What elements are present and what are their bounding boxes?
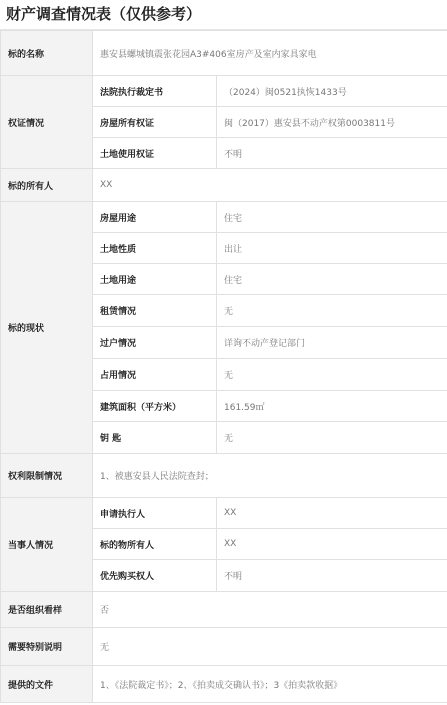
sub-label: 占用情况 [93,359,217,391]
row-label: 权利限制情况 [1,454,93,498]
table-row [1,498,447,529]
table-row [1,169,447,202]
sub-label: 房屋用途 [93,202,217,233]
sub-label: 法院执行裁定书 [93,76,217,107]
row-label: 标的名称 [1,31,93,76]
row-value: 无 [93,628,447,666]
sub-value: 无 [217,422,447,454]
property-survey-table [0,30,447,703]
row-value: XX [93,169,447,202]
table-row [1,454,447,498]
sub-label: 过户情况 [93,327,217,359]
sub-value: 出让 [217,233,447,264]
row-label: 权证情况 [1,76,93,169]
sub-label: 租赁情况 [93,295,217,327]
row-value: 惠安县螺城镇震张花园A3#406室房产及室内家具家电 [93,31,447,76]
sub-label: 申请执行人 [93,498,217,529]
sub-value: 无 [217,359,447,391]
sub-label: 建筑面积（平方米） [93,391,217,422]
sub-value: 详询不动产登记部门 [217,327,447,359]
row-value: 1、《法院裁定书》；2、《拍卖成交确认书》；3《拍卖款收据》 [93,666,447,703]
table-row [1,202,447,233]
table-row [1,31,447,76]
sub-label: 钥 匙 [93,422,217,454]
sub-value: （2024）闽0521执恢1433号 [217,76,447,107]
sub-value: 住宅 [217,202,447,233]
sub-label: 土地用途 [93,264,217,295]
row-label: 提供的文件 [1,666,93,703]
row-label: 标的现状 [1,202,93,454]
row-label: 需要特别说明 [1,628,93,666]
row-value: 1、被惠安县人民法院查封； [93,454,447,498]
table-row [1,666,447,703]
row-label: 当事人情况 [1,498,93,592]
sub-value: 不明 [217,560,447,592]
sub-value: XX [217,498,447,529]
sub-label: 土地使用权证 [93,138,217,169]
row-value: 否 [93,592,447,628]
sub-label: 优先购买权人 [93,560,217,592]
page-title: 财产调查情况表（仅供参考） [0,0,447,30]
sub-value: 住宅 [217,264,447,295]
table-row [1,628,447,666]
sub-value: XX [217,529,447,560]
sub-label: 标的物所有人 [93,529,217,560]
sub-value: 161.59㎡ [217,391,447,422]
table-row [1,592,447,628]
row-label: 是否组织看样 [1,592,93,628]
sub-value: 无 [217,295,447,327]
sub-label: 房屋所有权证 [93,107,217,138]
table-row [1,76,447,107]
sub-label: 土地性质 [93,233,217,264]
sub-value: 闽（2017）惠安县不动产权第0003811号 [217,107,447,138]
sub-value: 不明 [217,138,447,169]
row-label: 标的所有人 [1,169,93,202]
